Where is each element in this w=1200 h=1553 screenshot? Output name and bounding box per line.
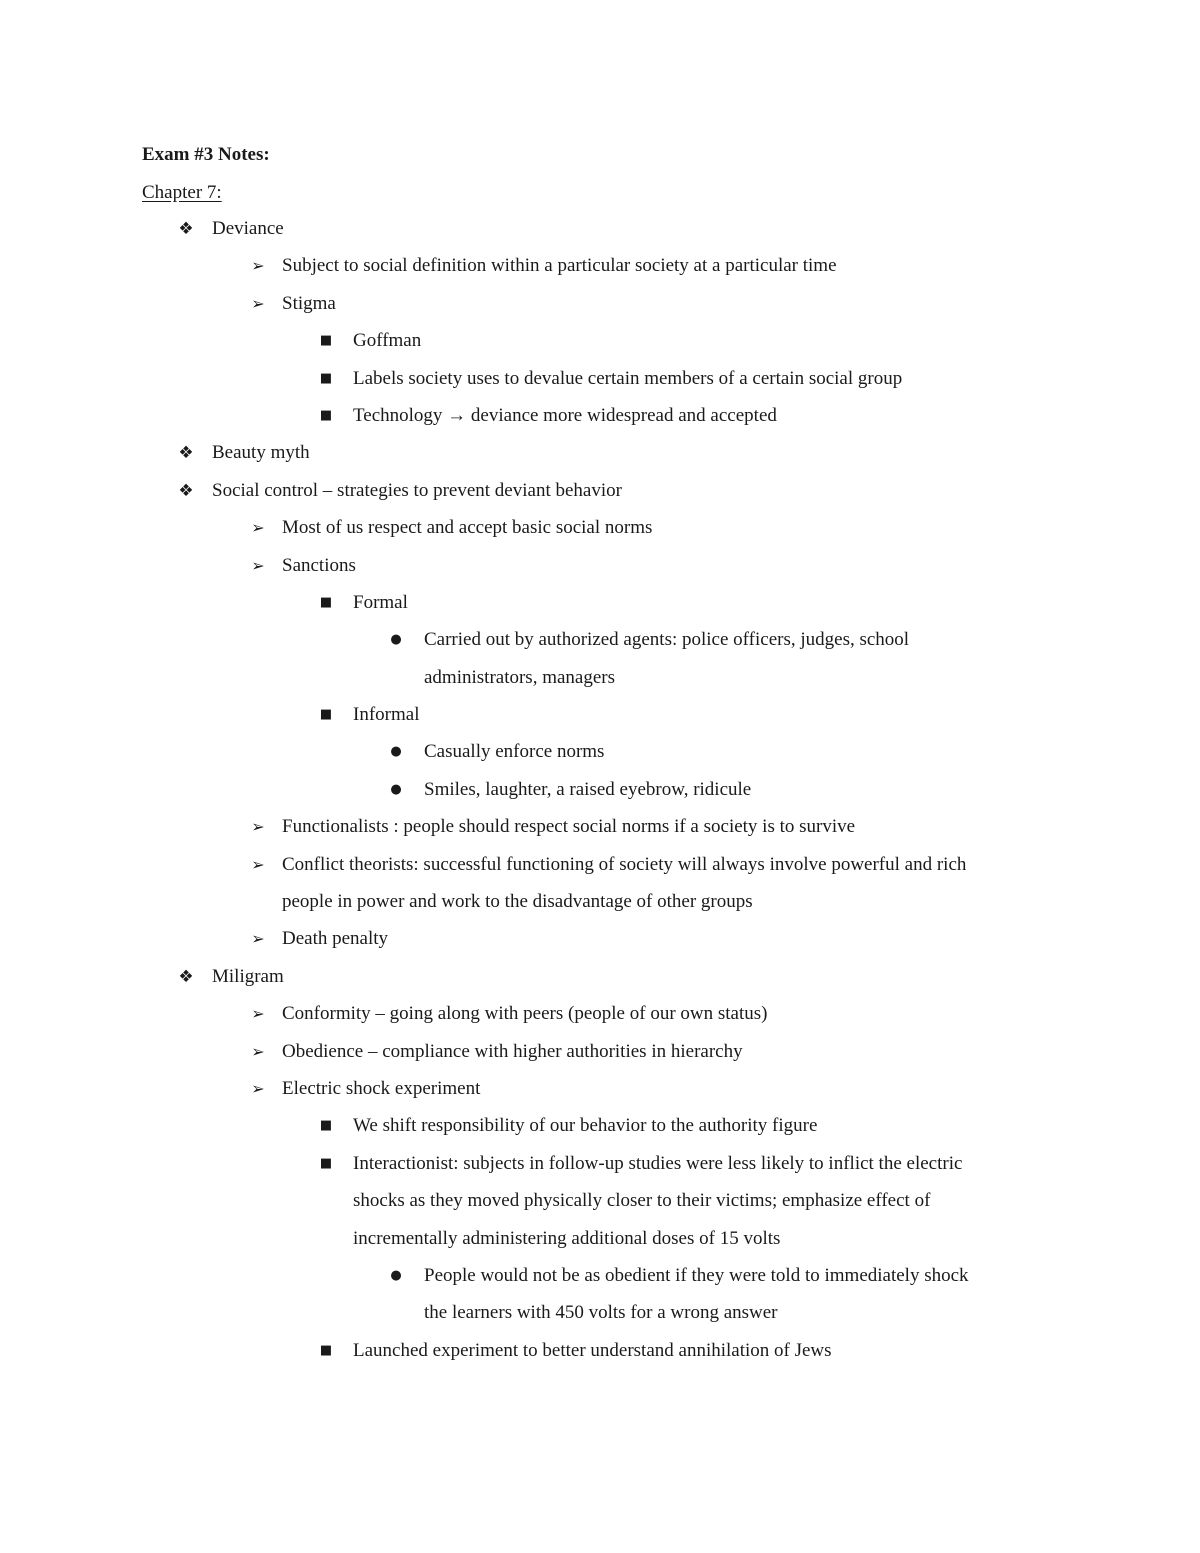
list-item-text: people in power and work to the disadvantage of other groups [282,891,753,913]
list-item-text: Interactionist: subjects in follow-up studies were less likely to inflict the electric [353,1152,963,1174]
round-bullet-icon: ● [390,781,402,797]
square-bullet-icon: ■ [319,1342,333,1358]
list-item [0,1076,1200,1113]
list-item [0,253,1200,290]
list-item [0,1338,1200,1375]
list-item-continuation [0,1226,1200,1263]
list-item-text: Casually enforce norms [424,741,605,763]
list-item-text: Functionalists : people should respect social norms if a society is to survive [282,816,856,838]
list-item-text: Conflict theorists: successful functioning of society will always involve powerful and rich [282,853,967,875]
list-item-text: Sanctions [282,554,356,576]
list-item-continuation [0,1188,1200,1225]
list-item [0,515,1200,552]
square-bullet-icon: ■ [319,407,333,423]
list-item-text: People would not be as obedient if they were told to immediately shock [424,1264,969,1286]
list-item-continuation [0,665,1200,702]
arrow-bullet-icon: ➢ [251,817,265,837]
square-bullet-icon: ■ [319,594,333,610]
list-item-text: Subject to social definition within a particular society at a particular time [282,255,837,277]
diamond-bullet-icon: ❖ [178,480,194,501]
list-item [0,328,1200,365]
list-item-continuation [0,1300,1200,1337]
list-item-text: Stigma [282,292,336,314]
arrow-bullet-icon: ➢ [251,256,265,276]
arrow-bullet-icon: ➢ [251,1004,265,1024]
list-item-text: Informal [353,704,420,726]
square-bullet-icon: ■ [319,333,333,349]
list-item [0,739,1200,776]
list-item-continuation [0,889,1200,926]
list-item-text: Carried out by authorized agents: police officers, judges, school [424,629,910,651]
diamond-bullet-icon: ❖ [178,966,194,987]
list-item [0,440,1200,477]
round-bullet-icon: ● [390,1267,402,1283]
list-item [0,1001,1200,1038]
square-bullet-icon: ■ [319,707,333,723]
list-item [0,1039,1200,1076]
list-item-text: Launched experiment to better understand annihilation of Jews [353,1339,832,1361]
round-bullet-icon: ● [390,632,402,648]
list-item [0,852,1200,889]
arrow-bullet-icon: ➢ [251,518,265,538]
list-item [0,1151,1200,1188]
list-item [0,553,1200,590]
list-item-text: incrementally administering additional doses of 15 volts [353,1227,781,1249]
list-item [0,291,1200,328]
list-item-text: Most of us respect and accept basic social norms [282,517,653,539]
list-item-text: shocks as they moved physically closer to their victims; emphasize effect of [353,1190,931,1212]
round-bullet-icon: ● [390,744,402,760]
arrow-bullet-icon: ➢ [251,854,265,874]
list-item [0,702,1200,739]
list-item-text: We shift responsibility of our behavior to the authority figure [353,1115,818,1137]
list-item [0,366,1200,403]
list-item-text: Goffman [353,330,422,352]
list-item-text: Conformity – going along with peers (people of our own status) [282,1003,768,1025]
list-item [0,777,1200,814]
list-item-text: Obedience – compliance with higher authorities in hierarchy [282,1040,743,1062]
list-item [0,1113,1200,1150]
list-item [0,590,1200,627]
diamond-bullet-icon: ❖ [178,443,194,464]
arrow-bullet-icon: ➢ [251,293,265,313]
list-item-text: Technology → deviance more widespread and accepted [353,404,777,426]
list-item-text: Death penalty [282,928,389,950]
list-item-text: Beauty myth [212,442,310,464]
list-item [0,216,1200,253]
list-item-text: Formal [353,591,408,613]
list-item-text: administrators, managers [424,666,616,688]
list-item-text: Labels society uses to devalue certain members of a certain social group [353,367,903,389]
list-item [0,964,1200,1001]
list-item-text: Miligram [212,965,284,987]
list-item [0,814,1200,851]
arrow-bullet-icon: ➢ [251,1078,265,1098]
list-item-text: Smiles, laughter, a raised eyebrow, ridicule [424,778,752,800]
list-item-text: the learners with 450 volts for a wrong answer [424,1302,778,1324]
chapter-heading: Chapter 7: [142,182,222,203]
list-item [0,478,1200,515]
square-bullet-icon: ■ [319,1155,333,1171]
list-item-text: Electric shock experiment [282,1077,481,1099]
list-item [0,1263,1200,1300]
diamond-bullet-icon: ❖ [178,219,194,239]
list-item [0,926,1200,963]
notes-list [0,216,1200,1375]
square-bullet-icon: ■ [319,370,333,386]
list-item [0,403,1200,440]
list-item-text: Deviance [212,218,284,239]
arrow-bullet-icon: ➢ [251,1041,265,1061]
square-bullet-icon: ■ [319,1118,333,1134]
list-item [0,627,1200,664]
list-item-text: Social control – strategies to prevent deviant behavior [212,479,622,501]
page-title: Exam #3 Notes: [142,144,270,165]
arrow-bullet-icon: ➢ [251,555,265,575]
arrow-bullet-icon: ➢ [251,929,265,949]
